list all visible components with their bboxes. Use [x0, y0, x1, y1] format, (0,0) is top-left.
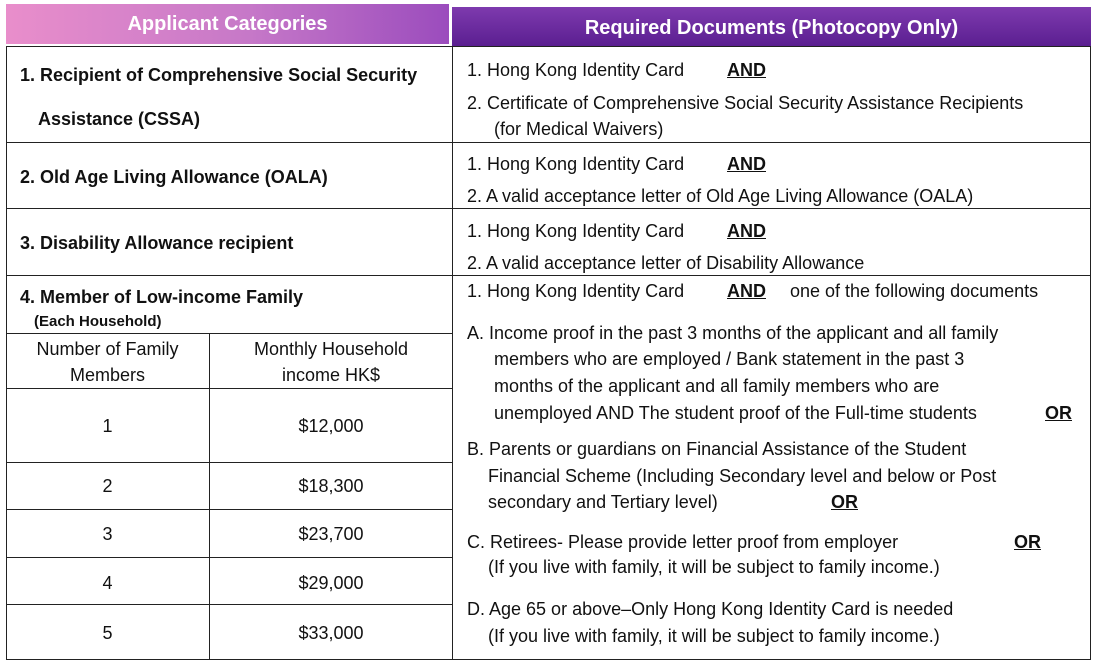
option-c-line2: (If you live with family, it will be subject to family income.) — [488, 557, 940, 577]
income-table-line — [6, 333, 452, 334]
category-low-income-subtitle: (Each Household) — [34, 313, 162, 330]
row-divider — [6, 142, 1091, 143]
header-required-documents: Required Documents (Photocopy Only) — [452, 7, 1091, 46]
option-b-or: OR — [831, 492, 858, 512]
header-applicant-categories: Applicant Categories — [6, 4, 449, 44]
disability-doc1: 1. Hong Kong Identity Card — [467, 221, 685, 241]
option-c-or: OR — [1014, 532, 1041, 552]
col-header-members-line2: Members — [69, 365, 145, 385]
income-cell: $33,000 — [298, 623, 364, 643]
option-c-line1: C. Retirees- Please provide letter proof from employer — [467, 532, 899, 552]
income-cell: $23,700 — [298, 524, 364, 544]
income-cell: $18,300 — [298, 476, 364, 496]
option-b-line: B. Parents or guardians on Financial Assistance of the Student — [467, 439, 967, 459]
col-header-income-line1: Monthly Household — [253, 339, 409, 359]
income-table-line — [6, 509, 452, 510]
option-a-or: OR — [1045, 403, 1072, 423]
income-table-line — [6, 462, 452, 463]
oala-doc2: 2. A valid acceptance letter of Old Age Living Allowance (OALA) — [467, 186, 974, 206]
column-divider — [452, 46, 453, 660]
oala-doc1: 1. Hong Kong Identity Card — [467, 154, 685, 174]
row-divider — [6, 275, 1091, 276]
income-cell: $12,000 — [298, 416, 364, 436]
option-d-line2: (If you live with family, it will be subject to family income.) — [488, 626, 940, 646]
cssa-doc2-note: (for Medical Waivers) — [494, 119, 664, 139]
option-b-line: Financial Scheme (Including Secondary level and below or Post — [488, 466, 997, 486]
members-cell: 1 — [102, 416, 113, 436]
low-income-and: AND — [727, 281, 766, 301]
row-divider — [6, 208, 1091, 209]
category-disability-title: 3. Disability Allowance recipient — [20, 233, 294, 253]
oala-and: AND — [727, 154, 766, 174]
members-cell: 4 — [102, 573, 113, 593]
category-cssa-title-line1: 1. Recipient of Comprehensive Social Security — [20, 65, 418, 85]
income-table-line — [6, 557, 452, 558]
category-low-income-title: 4. Member of Low-income Family — [20, 287, 304, 307]
income-cell: $29,000 — [298, 573, 364, 593]
low-income-doc1-suffix: one of the following documents — [790, 281, 1039, 301]
low-income-doc1: 1. Hong Kong Identity Card — [467, 281, 685, 301]
cssa-doc2: 2. Certificate of Comprehensive Social Security Assistance Recipients — [467, 93, 1024, 113]
disability-doc2: 2. A valid acceptance letter of Disability Allowance — [467, 253, 865, 273]
disability-and: AND — [727, 221, 766, 241]
col-header-income-line2: income HK$ — [281, 365, 381, 385]
members-cell: 3 — [102, 524, 113, 544]
cssa-and: AND — [727, 60, 766, 80]
option-b-line: secondary and Tertiary level) — [488, 492, 718, 512]
col-header-members-line1: Number of Family — [36, 339, 179, 359]
cssa-doc1: 1. Hong Kong Identity Card — [467, 60, 685, 80]
option-a-line: A. Income proof in the past 3 months of the applicant and all family — [467, 323, 999, 343]
category-cssa-title-line2: Assistance (CSSA) — [38, 109, 201, 129]
option-a-line: months of the applicant and all family members who are — [494, 376, 940, 396]
category-oala-title: 2. Old Age Living Allowance (OALA) — [20, 167, 328, 187]
option-d-line1: D. Age 65 or above–Only Hong Kong Identity Card is needed — [467, 599, 954, 619]
income-table-line — [6, 604, 452, 605]
option-a-line: members who are employed / Bank statement in the past 3 — [494, 349, 965, 369]
option-a-line: unemployed AND The student proof of the Full-time students — [494, 403, 977, 423]
members-cell: 2 — [102, 476, 113, 496]
income-table-line — [6, 388, 452, 389]
members-cell: 5 — [102, 623, 113, 643]
